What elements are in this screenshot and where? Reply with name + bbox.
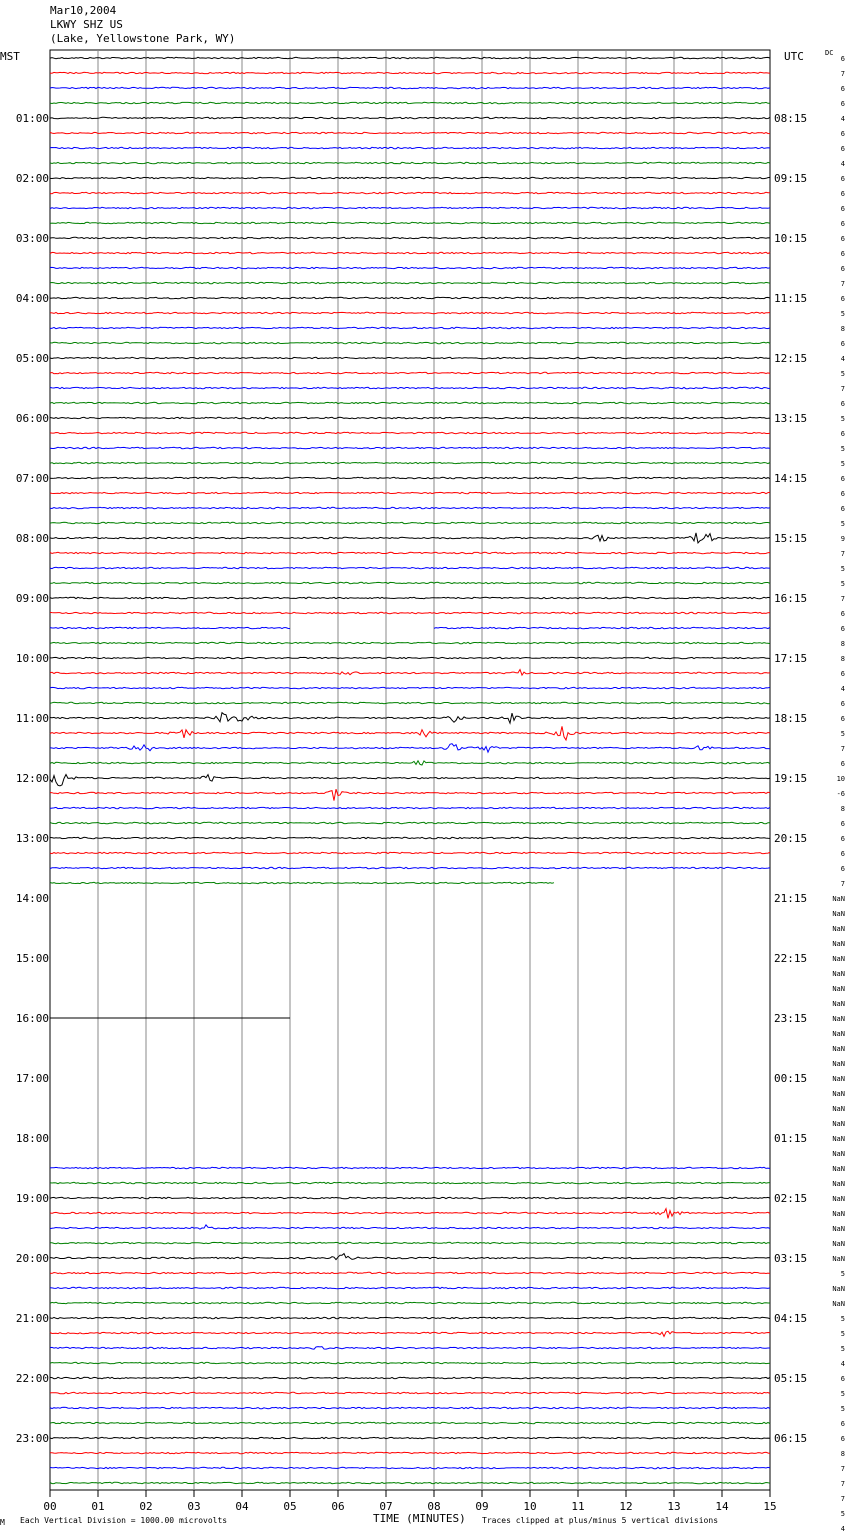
seismic-trace <box>50 1272 770 1273</box>
right-hour-label: 12:15 <box>774 352 808 365</box>
dc-offset-value: NaN <box>832 1210 845 1218</box>
seismic-trace <box>50 1467 770 1468</box>
dc-offset-value: 6 <box>840 715 845 723</box>
x-tick-label: 08 <box>427 1500 441 1513</box>
dc-offset-value: NaN <box>832 1015 845 1023</box>
right-hour-label: 18:15 <box>774 712 808 725</box>
seismic-trace <box>50 252 770 253</box>
seismic-trace <box>50 267 770 268</box>
dc-offset-value: NaN <box>832 1105 845 1113</box>
dc-offset-value: 6 <box>840 340 845 348</box>
seismic-trace <box>50 387 770 388</box>
dc-offset-value: 6 <box>840 400 845 408</box>
dc-offset-value: NaN <box>832 1300 845 1308</box>
left-hour-label: 09:00 <box>15 592 49 605</box>
dc-offset-value: 8 <box>840 1450 845 1458</box>
x-tick-label: 07 <box>379 1500 393 1513</box>
dc-offset-value: 6 <box>840 190 845 198</box>
seismic-trace <box>50 1437 770 1438</box>
dc-offset-value: 6 <box>840 760 845 768</box>
dc-offset-value: NaN <box>832 1045 845 1053</box>
seismic-trace <box>50 1482 770 1483</box>
corner-mark: M <box>0 1518 5 1527</box>
right-hour-label: 16:15 <box>774 592 808 605</box>
dc-offset-value: 6 <box>840 1420 845 1428</box>
dc-offset-value: 7 <box>840 595 845 603</box>
dc-offset-value: 10 <box>836 775 845 783</box>
seismic-trace <box>50 447 770 448</box>
right-hour-label: 09:15 <box>774 172 808 185</box>
dc-offset-value: 9 <box>840 535 845 543</box>
seismic-trace <box>50 282 770 283</box>
seismic-trace <box>50 1407 770 1408</box>
dc-offset-value: 6 <box>840 820 845 828</box>
seismic-trace <box>50 357 770 358</box>
scale-note: Each Vertical Division = 1000.00 microvolts <box>20 1516 228 1525</box>
dc-offset-value: 7 <box>840 1480 845 1488</box>
dc-offset-value: 6 <box>840 250 845 258</box>
x-tick-label: 04 <box>235 1500 249 1513</box>
left-hour-label: 10:00 <box>15 652 49 665</box>
dc-offset-value: 7 <box>840 880 845 888</box>
dc-offset-value: 6 <box>840 85 845 93</box>
left-hour-label: 03:00 <box>15 232 49 245</box>
left-hour-label: 22:00 <box>15 1372 49 1385</box>
dc-offset-value: 5 <box>840 565 845 573</box>
left-hour-label: 04:00 <box>15 292 49 305</box>
seismic-trace <box>50 726 770 740</box>
left-hour-label: 19:00 <box>15 1192 49 1205</box>
dc-offset-value: NaN <box>832 895 845 903</box>
seismic-trace <box>50 477 770 478</box>
left-hour-label: 13:00 <box>15 832 49 845</box>
seismic-trace <box>50 597 770 598</box>
dc-offset-value: 5 <box>840 520 845 528</box>
seismic-trace <box>50 552 770 553</box>
seismic-trace <box>50 1452 770 1453</box>
right-hour-label: 15:15 <box>774 532 808 545</box>
x-tick-label: 01 <box>91 1500 105 1513</box>
seismic-trace <box>50 1362 770 1363</box>
left-hour-label: 21:00 <box>15 1312 49 1325</box>
dc-offset-value: 6 <box>840 1435 845 1443</box>
seismic-trace <box>50 582 770 583</box>
x-tick-label: 06 <box>331 1500 345 1513</box>
right-hour-label: 20:15 <box>774 832 808 845</box>
dc-offset-value: 6 <box>840 475 845 483</box>
left-hour-label: 18:00 <box>15 1132 49 1145</box>
dc-offset-value: 6 <box>840 490 845 498</box>
dc-offset-value: NaN <box>832 955 845 963</box>
left-hour-label: 17:00 <box>15 1072 49 1085</box>
left-hour-label: 01:00 <box>15 112 49 125</box>
dc-offset-value: NaN <box>832 910 845 918</box>
seismic-trace <box>50 1392 770 1393</box>
dc-offset-value: NaN <box>832 1255 845 1263</box>
dc-offset-value: 6 <box>840 850 845 858</box>
dc-offset-value: 5 <box>840 1510 845 1518</box>
seismic-trace <box>50 117 770 118</box>
seismic-trace <box>50 789 770 800</box>
seismic-trace <box>50 522 770 523</box>
seismic-trace <box>50 837 770 838</box>
seismic-trace <box>50 807 770 808</box>
right-hour-label: 02:15 <box>774 1192 808 1205</box>
left-hour-label: 16:00 <box>15 1012 49 1025</box>
seismic-trace <box>50 1331 770 1336</box>
left-hour-label: 23:00 <box>15 1432 49 1445</box>
dc-offset-value: -6 <box>836 790 845 798</box>
dc-offset-value: 5 <box>840 1345 845 1353</box>
left-hour-label: 05:00 <box>15 352 49 365</box>
seismic-trace <box>50 1242 770 1243</box>
left-timezone-label: MST <box>0 50 20 63</box>
dc-offset-value: 5 <box>840 1315 845 1323</box>
dc-offset-value: 6 <box>840 130 845 138</box>
dc-offset-value: 7 <box>840 70 845 78</box>
x-tick-label: 02 <box>139 1500 153 1513</box>
dc-offset-value: 7 <box>840 280 845 288</box>
seismic-trace <box>50 147 770 148</box>
dc-offset-value: NaN <box>832 1165 845 1173</box>
left-hour-label: 12:00 <box>15 772 49 785</box>
seismic-trace <box>50 744 770 753</box>
right-hour-label: 04:15 <box>774 1312 808 1325</box>
seismic-trace <box>50 1225 770 1229</box>
dc-offset-value: 6 <box>840 55 845 63</box>
dc-offset-value: 6 <box>840 100 845 108</box>
seismic-trace <box>50 327 770 328</box>
seismic-trace <box>50 432 770 433</box>
station-location: (Lake, Yellowstone Park, WY) <box>50 32 236 45</box>
left-hour-label: 11:00 <box>15 712 49 725</box>
x-tick-label: 12 <box>619 1500 633 1513</box>
dc-offset-value: NaN <box>832 1060 845 1068</box>
left-hour-label: 06:00 <box>15 412 49 425</box>
dc-offset-value: 5 <box>840 1270 845 1278</box>
seismic-trace <box>50 237 770 238</box>
station-name: LKWY SHZ US <box>50 18 123 31</box>
dc-offset-value: 4 <box>840 160 845 168</box>
right-hour-label: 03:15 <box>774 1252 808 1265</box>
right-hour-label: 22:15 <box>774 952 808 965</box>
seismic-trace <box>50 642 770 643</box>
seismic-trace <box>50 1287 770 1288</box>
seismic-trace <box>50 612 770 613</box>
seismic-trace <box>50 1197 770 1198</box>
seismic-trace <box>50 402 770 403</box>
dc-offset-value: 4 <box>840 115 845 123</box>
dc-offset-value: NaN <box>832 925 845 933</box>
x-tick-label: 05 <box>283 1500 297 1513</box>
seismic-trace <box>50 132 770 133</box>
seismic-trace <box>50 687 770 688</box>
dc-offset-value: NaN <box>832 1075 845 1083</box>
dc-offset-value: 6 <box>840 865 845 873</box>
dc-offset-value: 4 <box>840 1360 845 1368</box>
seismic-trace <box>50 72 770 73</box>
dc-offset-value: 5 <box>840 730 845 738</box>
seismic-trace <box>50 1167 770 1168</box>
dc-offset-value: 6 <box>840 505 845 513</box>
clip-note: Traces clipped at plus/minus 5 vertical divisions <box>482 1516 719 1525</box>
left-hour-label: 08:00 <box>15 532 49 545</box>
right-hour-label: 21:15 <box>774 892 808 905</box>
seismic-trace <box>50 1317 770 1318</box>
dc-offset-value: NaN <box>832 1135 845 1143</box>
right-hour-label: 13:15 <box>774 412 808 425</box>
dc-offset-value: 8 <box>840 655 845 663</box>
dc-offset-value: 7 <box>840 550 845 558</box>
right-timezone-label: UTC <box>784 50 804 63</box>
dc-offset-value: NaN <box>832 970 845 978</box>
right-hour-label: 23:15 <box>774 1012 808 1025</box>
seismic-trace <box>50 102 770 103</box>
seismic-trace <box>50 1377 770 1378</box>
left-hour-label: 02:00 <box>15 172 49 185</box>
seismic-trace <box>50 312 770 313</box>
dc-offset-value: 5 <box>840 1390 845 1398</box>
seismic-trace <box>50 822 770 823</box>
right-hour-label: 17:15 <box>774 652 808 665</box>
dc-offset-value: 8 <box>840 640 845 648</box>
seismic-trace <box>434 627 770 628</box>
seismic-trace <box>50 1302 770 1303</box>
x-tick-label: 00 <box>43 1500 57 1513</box>
seismic-trace <box>50 1209 770 1219</box>
seismic-trace <box>50 1182 770 1183</box>
right-hour-label: 10:15 <box>774 232 808 245</box>
x-tick-label: 13 <box>667 1500 681 1513</box>
dc-offset-value: 5 <box>840 580 845 588</box>
dc-offset-value: NaN <box>832 1000 845 1008</box>
seismic-trace <box>50 372 770 373</box>
seismic-trace <box>50 1254 770 1260</box>
dc-offset-value: 6 <box>840 670 845 678</box>
seismic-trace <box>50 761 770 765</box>
dc-offset-value: 4 <box>840 355 845 363</box>
dc-offset-value: NaN <box>832 1120 845 1128</box>
dc-offset-value: NaN <box>832 1195 845 1203</box>
dc-offset-value: 5 <box>840 1330 845 1338</box>
dc-offset-value: NaN <box>832 1030 845 1038</box>
seismic-trace <box>50 713 770 724</box>
dc-offset-value: 6 <box>840 835 845 843</box>
dc-offset-value: 4 <box>840 685 845 693</box>
dc-column-header: DC <box>825 49 834 57</box>
seismic-trace <box>50 533 770 543</box>
dc-offset-value: NaN <box>832 1240 845 1248</box>
seismic-trace <box>50 852 770 853</box>
dc-offset-value: 6 <box>840 175 845 183</box>
seismic-trace <box>50 657 770 658</box>
dc-offset-value: NaN <box>832 1150 845 1158</box>
seismic-trace <box>50 867 770 868</box>
dc-offset-value: 6 <box>840 205 845 213</box>
dc-offset-value: 6 <box>840 235 845 243</box>
dc-offset-value: 6 <box>840 295 845 303</box>
right-hour-label: 11:15 <box>774 292 808 305</box>
dc-offset-value: 6 <box>840 610 845 618</box>
dc-offset-value: 6 <box>840 1375 845 1383</box>
right-hour-label: 00:15 <box>774 1072 808 1085</box>
x-tick-label: 10 <box>523 1500 537 1513</box>
x-axis-label: TIME (MINUTES) <box>373 1512 466 1525</box>
right-hour-label: 14:15 <box>774 472 808 485</box>
right-hour-label: 06:15 <box>774 1432 808 1445</box>
x-tick-label: 03 <box>187 1500 201 1513</box>
right-hour-label: 05:15 <box>774 1372 808 1385</box>
dc-offset-value: NaN <box>832 985 845 993</box>
left-hour-label: 15:00 <box>15 952 49 965</box>
seismic-trace <box>50 1347 770 1350</box>
seismic-trace <box>50 297 770 298</box>
dc-offset-value: NaN <box>832 1090 845 1098</box>
right-hour-label: 19:15 <box>774 772 808 785</box>
seismic-trace <box>50 775 770 786</box>
dc-offset-value: 6 <box>840 625 845 633</box>
dc-offset-value: NaN <box>832 1225 845 1233</box>
dc-offset-value: 7 <box>840 385 845 393</box>
dc-offset-value: 6 <box>840 430 845 438</box>
dc-offset-value: NaN <box>832 940 845 948</box>
seismic-trace <box>50 342 770 343</box>
right-hour-label: 01:15 <box>774 1132 808 1145</box>
right-hour-label: 08:15 <box>774 112 808 125</box>
dc-offset-value: 7 <box>840 1495 845 1503</box>
seismic-trace <box>50 162 770 163</box>
dc-offset-value: 6 <box>840 265 845 273</box>
dc-offset-value: 7 <box>840 745 845 753</box>
dc-offset-value: 6 <box>840 145 845 153</box>
seismic-trace <box>50 627 290 628</box>
seismic-trace <box>50 492 770 493</box>
seismic-trace <box>50 462 770 463</box>
x-tick-label: 14 <box>715 1500 729 1513</box>
left-hour-label: 07:00 <box>15 472 49 485</box>
dc-offset-value: 5 <box>840 445 845 453</box>
dc-offset-value: 7 <box>840 1465 845 1473</box>
dc-offset-value: 5 <box>840 310 845 318</box>
dc-offset-value: 5 <box>840 1405 845 1413</box>
dc-offset-value: 5 <box>840 415 845 423</box>
seismic-trace <box>50 192 770 193</box>
seismic-trace <box>50 207 770 208</box>
dc-offset-value: 8 <box>840 325 845 333</box>
seismic-trace <box>50 882 554 883</box>
plot-date: Mar10,2004 <box>50 4 117 17</box>
left-hour-label: 20:00 <box>15 1252 49 1265</box>
seismic-trace <box>50 507 770 508</box>
dc-offset-value: 6 <box>840 220 845 228</box>
seismic-trace <box>50 1422 770 1423</box>
dc-offset-value: 4 <box>840 1525 845 1533</box>
dc-offset-value: 6 <box>840 700 845 708</box>
dc-offset-value: NaN <box>832 1285 845 1293</box>
seismic-trace <box>50 87 770 88</box>
seismic-trace <box>50 222 770 223</box>
dc-offset-value: 8 <box>840 805 845 813</box>
seismic-trace <box>50 567 770 568</box>
seismic-trace <box>50 417 770 418</box>
x-tick-label: 11 <box>571 1500 585 1513</box>
x-tick-label: 09 <box>475 1500 489 1513</box>
dc-offset-value: 5 <box>840 370 845 378</box>
dc-offset-value: 5 <box>840 460 845 468</box>
dc-offset-value: NaN <box>832 1180 845 1188</box>
seismic-trace <box>50 670 770 676</box>
seismic-trace <box>50 702 770 703</box>
left-hour-label: 14:00 <box>15 892 49 905</box>
x-tick-label: 15 <box>763 1500 777 1513</box>
seismic-trace <box>50 177 770 178</box>
seismic-trace <box>50 57 770 58</box>
